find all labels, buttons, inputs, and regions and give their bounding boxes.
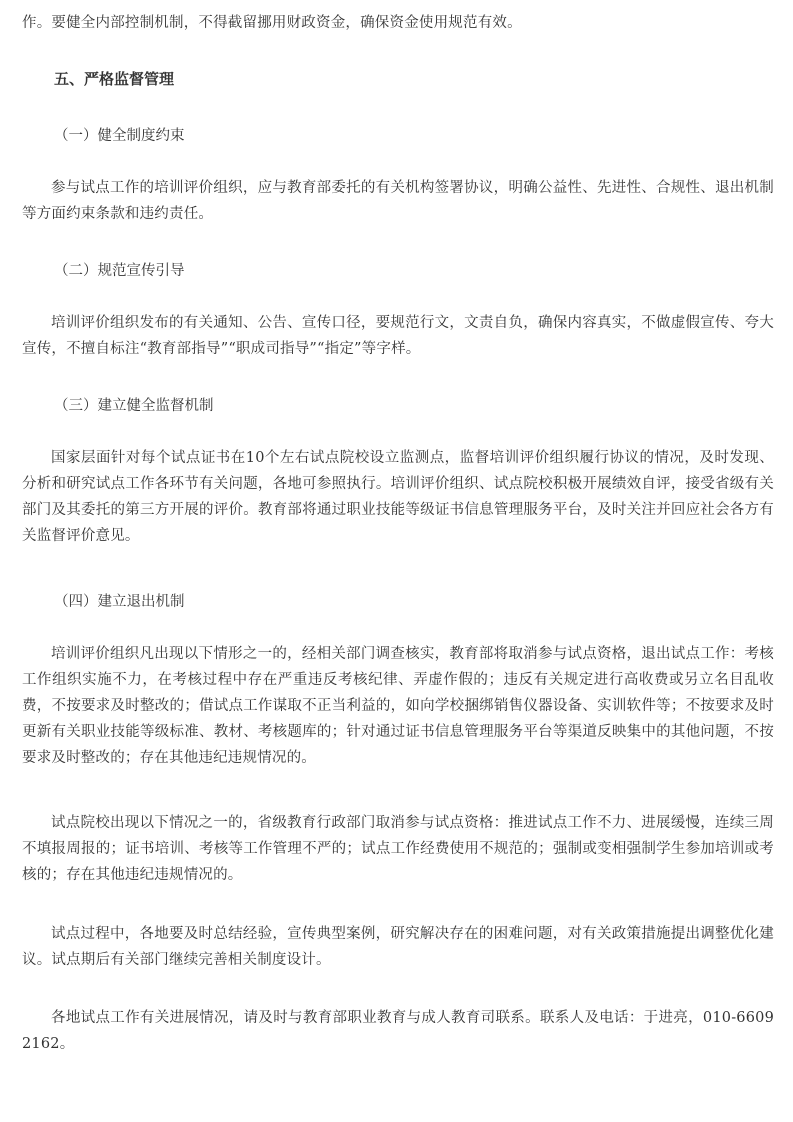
subsection-title-4: （四）建立退出机制	[54, 594, 185, 610]
subsection-4-paragraph-2: 试点院校出现以下情况之一的，省级教育行政部门取消参与试点资格：推进试点工作不力、进展缓慢，连续三周不填报周报的；证书培训、考核等工作管理不严的；试点工作经费使用不规范的；强制或变相强制学生参加培训或考核的；存在其他违纪违规情况的。	[22, 815, 774, 883]
subsection-1-paragraph: 参与试点工作的培训评价组织，应与教育部委托的有关机构签署协议，明确公益性、先进性、合规性、退出机制等方面约束条款和违约责任。	[22, 180, 774, 222]
subsection-2-paragraph: 培训评价组织发布的有关通知、公告、宣传口径，要规范行文，文责自负，确保内容真实，不做虚假宣传、夸大宣传，不擅自标注“教育部指导”“职成司指导”“指定”等字样。	[22, 315, 774, 357]
subsection-title-2: （二）规范宣传引导	[54, 263, 185, 279]
subsection-4-paragraph-4: 各地试点工作有关进展情况，请及时与教育部职业教育与成人教育司联系。联系人及电话：于进亮，010-66092162。	[22, 1010, 774, 1052]
subsection-title-3: （三）建立健全监督机制	[54, 398, 214, 414]
subsection-4-paragraph-1: 培训评价组织凡出现以下情形之一的，经相关部门调查核实，教育部将取消参与试点资格，退出试点工作：考核工作组织实施不力，在考核过程中存在严重违反考核纪律、弄虚作假的；违反有关规定进行高收费或另立名目乱收费，不按要求及时整改的；借试点工作谋取不正当利益的，如向学校捆绑销售仪器设备、实训软件等；不按要求及时更新有关职业技能等级标准、教材、考核题库的；针对通过证书信息管理服务平台等渠道反映集中的其他问题，不按要求及时整改的；存在其他违纪违规情况的。	[22, 646, 774, 766]
subsection-4-paragraph-3: 试点过程中，各地要及时总结经验，宣传典型案例，研究解决存在的困难问题，对有关政策措施提出调整优化建议。试点期后有关部门继续完善相关制度设计。	[22, 926, 774, 968]
lead-paragraph: 作。要健全内部控制机制，不得截留挪用财政资金，确保资金使用规范有效。	[22, 15, 522, 31]
section-title: 五、严格监督管理	[54, 70, 175, 88]
subsection-3-paragraph: 国家层面针对每个试点证书在10个左右试点院校设立监测点，监督培训评价组织履行协议的情况，及时发现、分析和研究试点工作各环节有关问题，各地可参照执行。培训评价组织、试点院校积极开展绩效自评，接受省级有关部门及其委托的第三方开展的评价。教育部将通过职业技能等级证书信息管理服务平台，及时关注并回应社会各方有关监督评价意见。	[22, 450, 774, 544]
subsection-title-1: （一）健全制度约束	[54, 128, 185, 144]
